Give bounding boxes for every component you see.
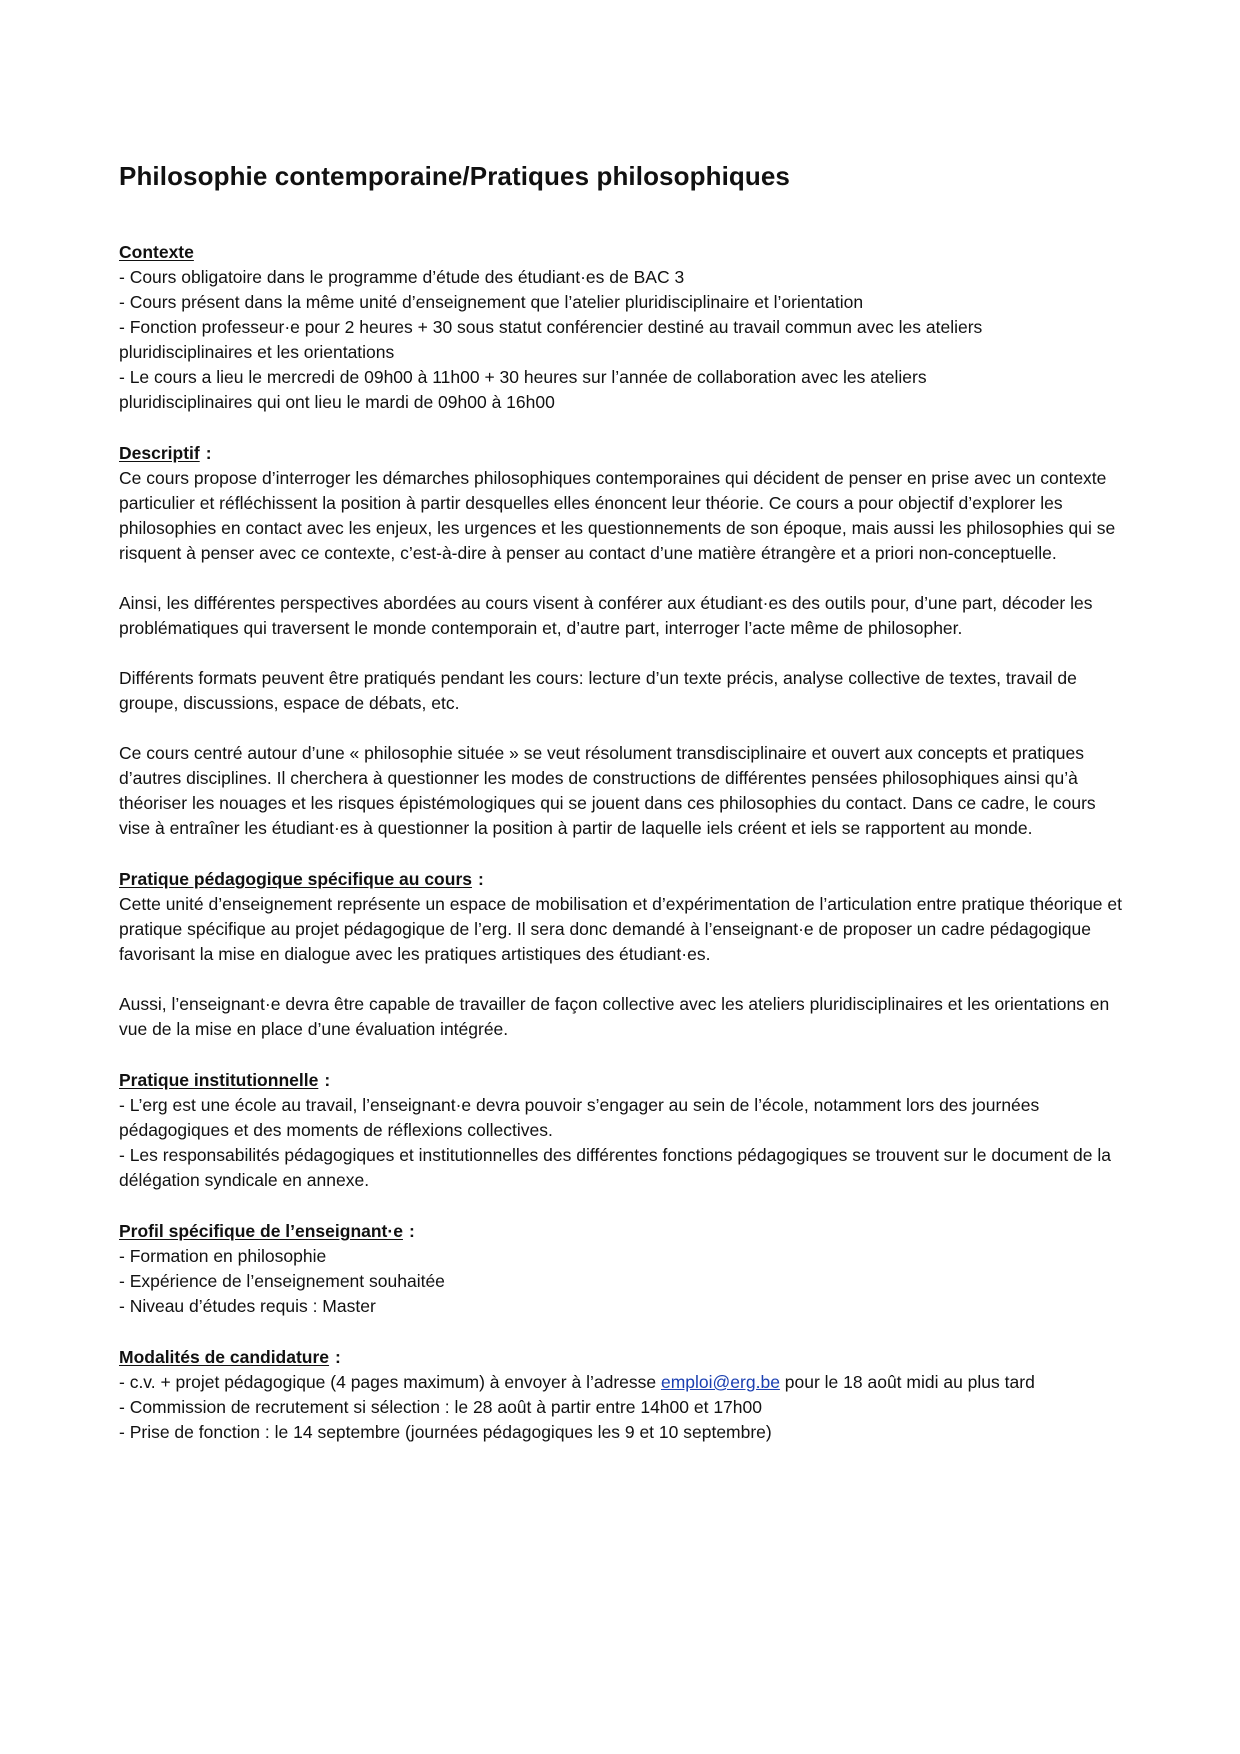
section-contexte xyxy=(119,240,1129,415)
institutionnelle-item: - L’erg est une école au travail, l’enseignant·e devra pouvoir s’engager au sein de l’école, notamment lors des journées pédagogiques et des moments de réflexions collectives. xyxy=(119,1095,1040,1140)
heading-colon: : xyxy=(335,1347,341,1367)
section-heading-descriptif xyxy=(119,441,1129,466)
section-pratique-pedagogique xyxy=(119,867,1129,1042)
modalites-item-commission: - Commission de recrutement si sélection : le 28 août à partir entre 14h00 et 17h00 xyxy=(119,1397,762,1417)
section-pratique-institutionnelle xyxy=(119,1068,1129,1193)
contexte-line: - Le cours a lieu le mercredi de 09h00 à 11h00 + 30 heures sur l’année de collaboration avec les ateliers xyxy=(119,367,927,387)
section-modalites xyxy=(119,1345,1129,1445)
descriptif-paragraph: Ainsi, les différentes perspectives abordées au cours visent à conférer aux étudiant·es des outils pour, d’une part, décoder les problématiques qui traversent le monde contemporain et, d’autre part, interroger l’acte même de philosopher. xyxy=(119,593,1093,638)
heading-text: Contexte xyxy=(119,242,194,262)
heading-colon: : xyxy=(324,1070,331,1090)
profil-item: - Niveau d’études requis : Master xyxy=(119,1296,376,1316)
descriptif-paragraph: Ce cours propose d’interroger les démarches philosophiques contemporaines qui décident de penser en prise avec un contexte particulier et réfléchissent la position à partir desquelles elles énoncent leur théorie. Ce cours a pour objectif d’explorer les philosophies en contact avec les enjeux, les urgences et les questionnements de son époque, mais aussi les philosophies qui se risquent à penser avec ce contexte, c’est-à-dire à penser au contact d’une matière étrangère et a priori non-conceptuelle. xyxy=(119,468,1116,563)
section-descriptif xyxy=(119,441,1129,841)
email-link[interactable]: emploi@erg.be xyxy=(660,1372,780,1392)
section-heading-pratique-pedagogique xyxy=(119,867,1129,892)
section-heading-profil xyxy=(119,1219,1129,1244)
section-profil xyxy=(119,1219,1129,1319)
heading-colon: : xyxy=(205,443,212,463)
section-heading-pratique-institutionnelle xyxy=(119,1068,1129,1093)
heading-colon: : xyxy=(408,1221,415,1241)
contexte-line: pluridisciplinaires et les orientations xyxy=(119,342,395,362)
contexte-line: - Cours présent dans la même unité d’enseignement que l’atelier pluridisciplinaire et l’orientation xyxy=(119,292,864,312)
institutionnelle-item: - Les responsabilités pédagogiques et institutionnelles des différentes fonctions pédagogiques se trouvent sur le document de la délégation syndicale en annexe. xyxy=(119,1145,1111,1190)
descriptif-paragraph: Différents formats peuvent être pratiqués pendant les cours: lecture d’un texte précis, analyse collective de textes, travail de groupe, discussions, espace de débats, etc. xyxy=(119,668,1077,713)
heading-text: Modalités de candidature xyxy=(119,1347,330,1367)
profil-item: - Expérience de l’enseignement souhaitée xyxy=(119,1271,445,1291)
heading-text: Descriptif xyxy=(119,443,200,463)
descriptif-paragraph: Ce cours centré autour d’une « philosophie située » se veut résolument transdisciplinaire et ouvert aux concepts et pratiques d’autres disciplines. Il cherchera à questionner les modes de constructions de différentes pensées philosophiques ainsi qu’à théoriser les nouages et les risques épistémologiques qui se jouent dans ces philosophies du contact. Dans ce cadre, le cours vise à entraîner les étudiant·es à questionner la position à partir de laquelle iels créent et iels se rapportent au monde. xyxy=(119,743,1096,838)
section-heading-contexte xyxy=(119,240,1129,265)
document-page xyxy=(119,160,1129,1471)
modalites-text: pour le 18 août midi au plus tard xyxy=(779,1372,1035,1392)
modalites-item-application xyxy=(119,1370,1129,1395)
profil-item: - Formation en philosophie xyxy=(119,1246,327,1266)
modalites-text: - c.v. + projet pédagogique (4 pages maximum) à envoyer à l’adresse xyxy=(119,1372,661,1392)
heading-colon: : xyxy=(477,869,484,889)
heading-text: Profil spécifique de l’enseignant·e xyxy=(119,1221,403,1241)
contexte-line: - Cours obligatoire dans le programme d’étude des étudiant·es de BAC 3 xyxy=(119,267,685,287)
heading-text: Pratique pédagogique spécifique au cours xyxy=(119,869,472,889)
section-heading-modalites xyxy=(119,1345,1129,1370)
pratique-pedagogique-paragraph: Cette unité d’enseignement représente un espace de mobilisation et d’expérimentation de l’articulation entre pratique théorique et pratique spécifique au projet pédagogique de l’erg. Il sera donc demandé à l’enseignant·e de proposer un cadre pédagogique favorisant la mise en dialogue avec les pratiques artistiques des étudiant·es. xyxy=(119,894,1122,964)
contexte-line: pluridisciplinaires qui ont lieu le mardi de 09h00 à 16h00 xyxy=(119,392,555,412)
modalites-item-prise-de-fonction: - Prise de fonction : le 14 septembre (journées pédagogiques les 9 et 10 septembre) xyxy=(119,1422,772,1442)
contexte-line: - Fonction professeur·e pour 2 heures + 30 sous statut conférencier destiné au travail commun avec les ateliers xyxy=(119,317,983,337)
heading-text: Pratique institutionnelle xyxy=(119,1070,319,1090)
pratique-pedagogique-paragraph: Aussi, l’enseignant·e devra être capable de travailler de façon collective avec les ateliers pluridisciplinaires et les orientations en vue de la mise en place d’une évaluation intégrée. xyxy=(119,994,1110,1039)
page-title: Philosophie contemporaine/Pratiques philosophiques xyxy=(119,161,790,191)
